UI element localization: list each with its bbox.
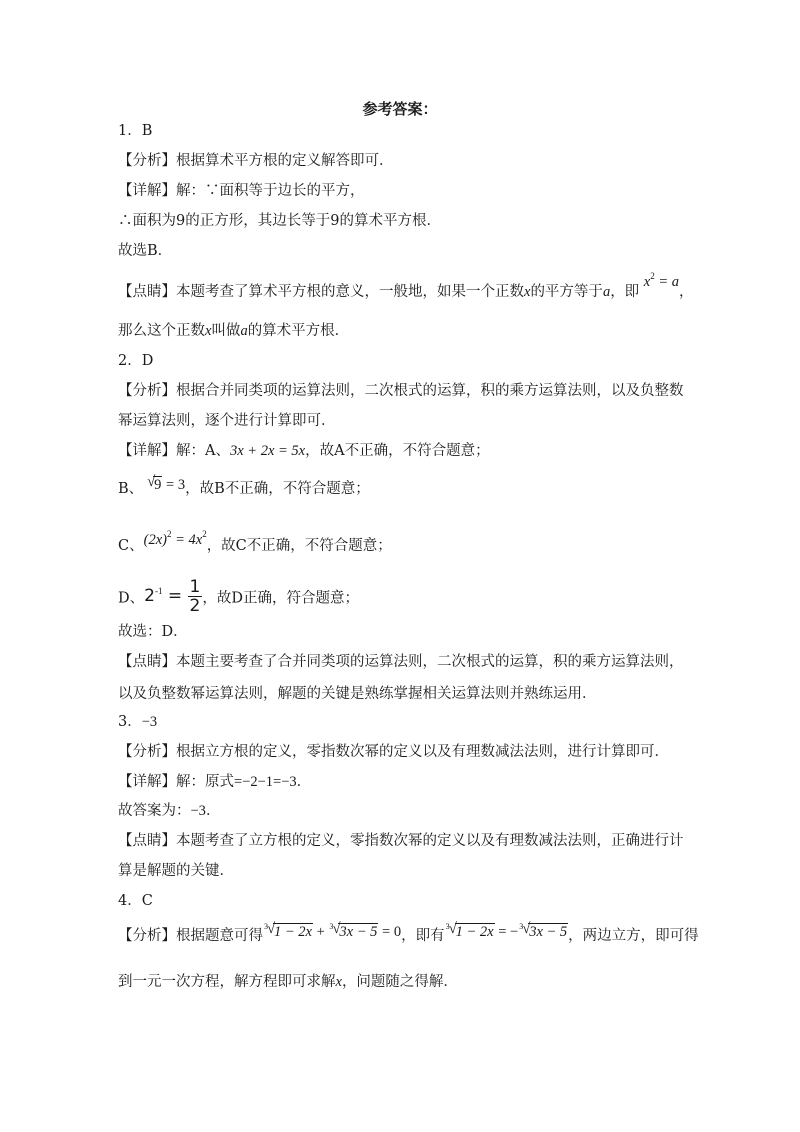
answer-2-detail-d: D、$2^{-1}$ = $\frac{1}{2}$ ，故D正确，符合题意； xyxy=(118,577,359,616)
answer-2-comment: 【点睛】本题主要考查了合并同类项的运算法则，二次根式的运算，积的乘方运算法则， xyxy=(118,654,684,670)
answer-2-number: 2．D xyxy=(118,353,154,369)
formula-cube-root-eq: 3 √ 1 − 2x = − 3 √ 3x − 5 xyxy=(445,921,568,940)
answer-3-comment-2: 算是解题的关键． xyxy=(118,863,234,879)
answer-4-analysis: 【分析】根据题意可得 3 √ 1 − 2x + 3 √ 3x − 5 = 0，即有 3 √ 1 − 2x = − 3 √ 3x − 5，两边立方，即可得 xyxy=(118,921,699,944)
answer-1-comment: 【点睛】本题考查了算术平方根的意义，一般地，如果一个正数x的平方等于a，即 $x^2 = a$， xyxy=(118,276,694,302)
answer-2-detail-b: B、 √ 9 = 3，故B不正确，不符合题意； xyxy=(118,474,370,497)
answer-1-detail-2: ∴面积为9的正方形，其边长等于9的算术平方根． xyxy=(118,213,441,229)
answer-2-choice: 故选：D． xyxy=(118,624,188,640)
formula-3x-plus-2x: 3x + 2x = 5x xyxy=(229,443,306,459)
answer-1-analysis: 【分析】根据算术平方根的定义解答即可． xyxy=(118,153,394,169)
answer-3-comment: 【点睛】本题考查了立方根的定义，零指数次幂的定义以及有理数减法法则，正确进行计 xyxy=(118,833,684,849)
answer-3-answer: 故答案为：−3． xyxy=(118,803,221,819)
formula-cube-root-sum: 3 √ 1 − 2x + 3 √ 3x − 5 = 0 xyxy=(264,921,402,940)
answer-1-detail: 【详解】解：∵面积等于边长的平方， xyxy=(118,183,365,199)
answer-2-detail-a: 【详解】解：A、3x + 2x = 5x，故A不正确，不符合题意； xyxy=(118,443,490,459)
answer-1-comment-2: 那么这个正数x叫做a的算术平方根． xyxy=(118,323,350,339)
formula-x-squared-eq-a: $x^2 = a$ xyxy=(643,271,680,290)
answer-2-comment-2: 以及负整数幂运算法则，解题的关键是熟练掌握相关运算法则并熟练运用． xyxy=(118,686,597,702)
formula-2x-squared: $(2x)^2 = 4x^2$ xyxy=(143,529,207,548)
answer-2-detail-c: C、$(2x)^2 = 4x^2$，故C不正确，不符合题意； xyxy=(118,529,392,554)
answer-4-analysis-2: 到一元一次方程，解方程即可求解x，问题随之得解． xyxy=(118,974,458,990)
formula-2-inverse: $2^{-1}$ = $\frac{1}{2}$ xyxy=(144,577,201,616)
answer-3-analysis: 【分析】根据立方根的定义，零指数次幂的定义以及有理数减法法则，进行计算即可． xyxy=(118,744,669,760)
answer-3-detail: 【详解】解：原式=−2−1=−3． xyxy=(118,774,312,790)
answer-2-analysis-2: 幂运算法则，逐个进行计算即可． xyxy=(118,413,336,429)
formula-sqrt-9: √ 9 = 3 xyxy=(147,474,186,493)
answer-3-number: 3．−3 xyxy=(118,714,158,730)
page-title: 参考答案： xyxy=(362,100,438,118)
answer-1-choice: 故选B． xyxy=(118,243,173,259)
answer-4-number: 4．C xyxy=(118,893,153,909)
answer-1-number: 1．B xyxy=(118,123,153,139)
answer-2-analysis: 【分析】根据合并同类项的运算法则，二次根式的运算，积的乘方运算法则，以及负整数 xyxy=(118,383,684,399)
